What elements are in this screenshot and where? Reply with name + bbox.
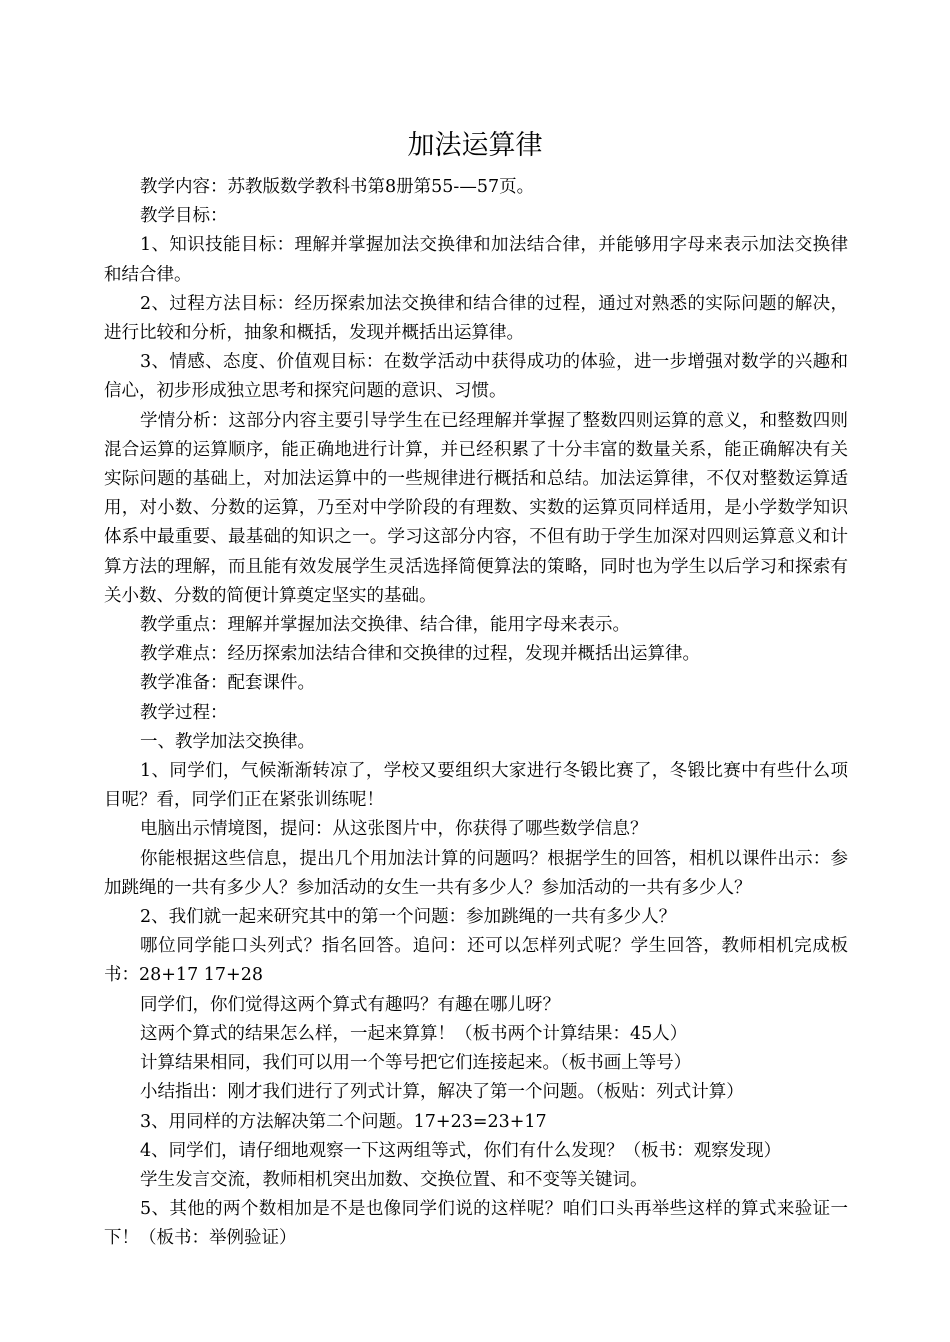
document-title: 加法运算律 — [407, 130, 543, 161]
paragraph-preparation: 教学准备：配套课件。 — [140, 673, 315, 694]
paragraph-teaching-goals: 教学目标： — [140, 206, 228, 227]
paragraph-scene-question: 电脑出示情境图，提问：从这张图片中，你获得了哪些数学信息？ — [140, 819, 648, 840]
paragraph-oral-formula: 哪位同学能口头列式？指名回答。追问：还可以怎样列式呢？学生回答，教师相机完成板书：28+17 17+28 — [104, 936, 848, 986]
paragraph-goal-knowledge: 1、知识技能目标：理解并掌握加法交换律和加法结合律，并能够用字母来表示加法交换律和结合律。 — [104, 235, 848, 285]
paragraph-summary: 小结指出：刚才我们进行了列式计算，解决了第一个问题。（板贴：列式计算） — [140, 1082, 744, 1103]
paragraph-equal-sign: 计算结果相同，我们可以用一个等号把它们连接起来。（板书画上等号） — [140, 1053, 692, 1074]
paragraph-goal-emotion: 3、情感、态度、价值观目标：在数学活动中获得成功的体验，进一步增强对数学的兴趣和信心，初步形成独立思考和探究问题的意识、习惯。 — [104, 352, 848, 402]
paragraph-section-one: 一、教学加法交换律。 — [140, 731, 315, 752]
paragraph-key-points: 教学重点：理解并掌握加法交换律、结合律，能用字母来表示。 — [140, 615, 630, 636]
paragraph-discussion: 学生发言交流，教师相机突出加数、交换位置、和不变等关键词。 — [140, 1169, 648, 1190]
paragraph-process-heading: 教学过程： — [140, 702, 228, 723]
paragraph-step-4: 4、同学们，请仔细地观察一下这两组等式，你们有什么发现？（板书：观察发现） — [140, 1140, 782, 1161]
paragraph-step-1: 1、同学们，气候渐渐转凉了，学校又要组织大家进行冬锻比赛了，冬锻比赛中有些什么项目呢？看，同学们正在紧张训练呢！ — [104, 761, 848, 811]
paragraph-compute-result: 这两个算式的结果怎么样，一起来算算！（板书两个计算结果：45人） — [140, 1023, 688, 1044]
paragraph-step-5: 5、其他的两个数相加是不是也像同学们说的这样呢？咱们口头再举些这样的算式来验证一下！（板书：举例验证） — [104, 1199, 848, 1249]
paragraph-step-3: 3、用同样的方法解决第二个问题。17+23=23+17 — [140, 1111, 547, 1132]
paragraph-goal-process: 2、过程方法目标：经历探索加法交换律和结合律的过程，通过对熟悉的实际问题的解决，进行比较和分析，抽象和概括，发现并概括出运算律。 — [104, 293, 848, 344]
paragraph-addition-questions: 你能根据这些信息，提出几个用加法计算的问题吗？根据学生的回答，相机以课件出示：参加跳绳的一共有多少人？参加活动的女生一共有多少人？参加活动的一共有多少人？ — [104, 848, 848, 898]
paragraph-student-analysis: 学情分析：这部分内容主要引导学生在已经理解并掌握了整数四则运算的意义，和整数四则混合运算的运算顺序，能正确地进行计算，并已经积累了十分丰富的数量关系，能正确解决有关实际问题的基础上，对加法运算中的一些规律进行概括和总结。加法运算律，不仅对整数运算适用，对小数、分数的运算，乃至对中学阶段的有理数、实数的运算页同样适用，是小学数学知识体系中最重要、最基础的知识之一。学习这部分内容，不但有助于学生加深对四则运算意义和计算方法的理解，而且能有效发展学生灵活选择简便算法的策略，同时也为学生以后学习和探索有关小数、分数的简便计算奠定坚实的基础。 — [104, 410, 848, 606]
paragraph-step-2: 2、我们就一起来研究其中的第一个问题：参加跳绳的一共有多少人？ — [140, 907, 677, 928]
paragraph-teaching-content: 教学内容：苏教版数学教科书第8册第55-—57页。 — [140, 177, 535, 197]
paragraph-interesting: 同学们，你们觉得这两个算式有趣吗？有趣在哪儿呀？ — [140, 994, 560, 1015]
document-body — [104, 173, 848, 1254]
paragraph-difficulties: 教学难点：经历探索加法结合律和交换律的过程，发现并概括出运算律。 — [140, 644, 700, 665]
